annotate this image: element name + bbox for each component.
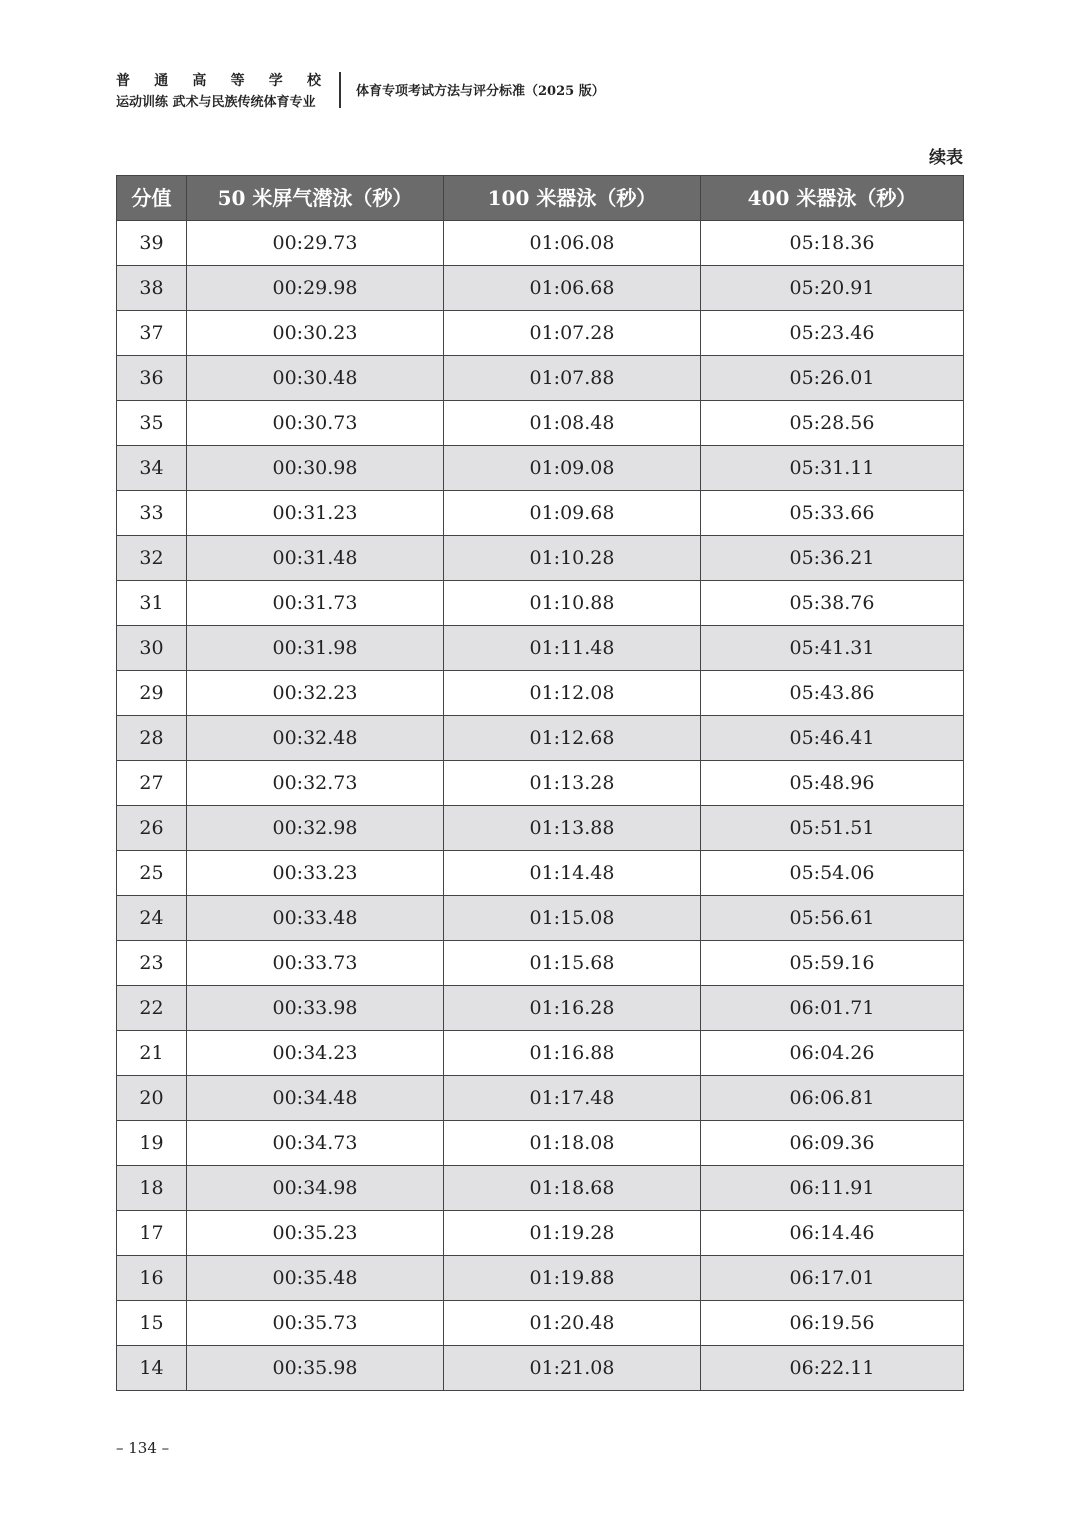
time-cell: 05:46.41 [701,716,964,761]
table-row [117,536,964,581]
time-cell: 01:08.48 [444,401,701,446]
score-cell: 34 [117,446,187,491]
time-cell: 01:06.68 [444,266,701,311]
series-char: 普 [116,73,130,89]
table-row [117,626,964,671]
score-cell: 37 [117,311,187,356]
table-row [117,986,964,1031]
score-cell: 23 [117,941,187,986]
document-title: 体育专项考试方法与评分标准（2025 版） [356,84,605,99]
series-char: 高 [192,73,207,89]
time-cell: 00:34.23 [187,1031,444,1076]
book-subtitle: 运动训练 武术与民族传统体育专业 [116,95,316,110]
time-cell: 05:41.31 [701,626,964,671]
time-cell: 05:54.06 [701,851,964,896]
time-cell: 00:31.98 [187,626,444,671]
time-cell: 05:56.61 [701,896,964,941]
table-row [117,581,964,626]
score-cell: 33 [117,491,187,536]
time-cell: 00:30.73 [187,401,444,446]
table-row [117,266,964,311]
time-cell: 05:26.01 [701,356,964,401]
time-cell: 05:23.46 [701,311,964,356]
time-cell: 01:14.48 [444,851,701,896]
time-cell: 01:20.48 [444,1301,701,1346]
score-cell: 15 [117,1301,187,1346]
time-cell: 05:28.56 [701,401,964,446]
table-row [117,1346,964,1391]
table-row [117,1256,964,1301]
time-cell: 00:33.73 [187,941,444,986]
series-char: 通 [154,73,169,89]
time-cell: 00:30.23 [187,311,444,356]
series-char: 校 [306,73,321,89]
score-cell: 21 [117,1031,187,1076]
table-row [117,1301,964,1346]
table-row [117,671,964,716]
table-row [117,1031,964,1076]
score-cell: 39 [117,221,187,266]
column-header: 50 米屏气潜泳（秒） [187,176,444,221]
time-cell: 00:35.23 [187,1211,444,1256]
time-cell: 05:36.21 [701,536,964,581]
time-cell: 01:09.68 [444,491,701,536]
time-cell: 00:32.73 [187,761,444,806]
time-cell: 06:09.36 [701,1121,964,1166]
time-cell: 01:06.08 [444,221,701,266]
time-cell: 06:11.91 [701,1166,964,1211]
time-cell: 01:10.88 [444,581,701,626]
series-title [116,72,321,90]
table-row [117,401,964,446]
time-cell: 01:15.08 [444,896,701,941]
table-row [117,851,964,896]
table-row [117,311,964,356]
time-cell: 00:32.48 [187,716,444,761]
header-divider [339,72,341,108]
score-cell: 36 [117,356,187,401]
time-cell: 00:35.73 [187,1301,444,1346]
time-cell: 01:11.48 [444,626,701,671]
time-cell: 05:59.16 [701,941,964,986]
time-cell: 01:09.08 [444,446,701,491]
table-row [117,1076,964,1121]
time-cell: 00:30.48 [187,356,444,401]
score-cell: 29 [117,671,187,716]
table-row [117,446,964,491]
table-row [117,896,964,941]
table-row [117,941,964,986]
time-cell: 01:12.08 [444,671,701,716]
time-cell: 01:10.28 [444,536,701,581]
score-cell: 28 [117,716,187,761]
score-cell: 17 [117,1211,187,1256]
table-body [117,221,964,1391]
time-cell: 00:35.98 [187,1346,444,1391]
time-cell: 00:29.73 [187,221,444,266]
time-cell: 01:21.08 [444,1346,701,1391]
time-cell: 00:29.98 [187,266,444,311]
time-cell: 01:13.28 [444,761,701,806]
column-header: 100 米器泳（秒） [444,176,701,221]
time-cell: 05:33.66 [701,491,964,536]
score-cell: 32 [117,536,187,581]
time-cell: 05:51.51 [701,806,964,851]
time-cell: 06:17.01 [701,1256,964,1301]
score-cell: 31 [117,581,187,626]
page-number: – 134 – [116,1439,170,1457]
score-cell: 14 [117,1346,187,1391]
score-cell: 20 [117,1076,187,1121]
time-cell: 00:32.23 [187,671,444,716]
time-cell: 05:43.86 [701,671,964,716]
table-row [117,806,964,851]
table-row [117,356,964,401]
time-cell: 06:06.81 [701,1076,964,1121]
score-cell: 18 [117,1166,187,1211]
table-row [117,1121,964,1166]
time-cell: 00:31.73 [187,581,444,626]
table-row [117,1211,964,1256]
time-cell: 05:31.11 [701,446,964,491]
column-header: 400 米器泳（秒） [701,176,964,221]
time-cell: 01:13.88 [444,806,701,851]
time-cell: 00:34.48 [187,1076,444,1121]
time-cell: 00:35.48 [187,1256,444,1301]
table-row [117,491,964,536]
time-cell: 00:34.98 [187,1166,444,1211]
time-cell: 01:19.28 [444,1211,701,1256]
score-cell: 25 [117,851,187,896]
time-cell: 00:32.98 [187,806,444,851]
time-cell: 00:30.98 [187,446,444,491]
table-row [117,221,964,266]
time-cell: 06:01.71 [701,986,964,1031]
score-cell: 26 [117,806,187,851]
time-cell: 00:34.73 [187,1121,444,1166]
score-cell: 30 [117,626,187,671]
score-table [116,175,964,1391]
time-cell: 05:18.36 [701,221,964,266]
time-cell: 01:15.68 [444,941,701,986]
time-cell: 06:14.46 [701,1211,964,1256]
table-row [117,716,964,761]
time-cell: 06:19.56 [701,1301,964,1346]
series-char: 等 [230,73,245,89]
time-cell: 01:18.08 [444,1121,701,1166]
running-header-left [116,72,326,113]
time-cell: 05:20.91 [701,266,964,311]
time-cell: 06:04.26 [701,1031,964,1076]
score-cell: 24 [117,896,187,941]
score-cell: 35 [117,401,187,446]
time-cell: 01:07.28 [444,311,701,356]
time-cell: 01:12.68 [444,716,701,761]
time-cell: 01:16.28 [444,986,701,1031]
time-cell: 01:16.88 [444,1031,701,1076]
time-cell: 01:19.88 [444,1256,701,1301]
series-char: 学 [268,73,283,89]
time-cell: 00:33.48 [187,896,444,941]
continued-label: 续表 [929,148,963,168]
time-cell: 06:22.11 [701,1346,964,1391]
time-cell: 05:48.96 [701,761,964,806]
time-cell: 00:31.48 [187,536,444,581]
score-cell: 27 [117,761,187,806]
time-cell: 01:07.88 [444,356,701,401]
column-header: 分值 [117,176,187,221]
score-cell: 16 [117,1256,187,1301]
time-cell: 01:18.68 [444,1166,701,1211]
time-cell: 05:38.76 [701,581,964,626]
time-cell: 00:33.98 [187,986,444,1031]
table-header-row [117,176,964,221]
score-cell: 22 [117,986,187,1031]
time-cell: 01:17.48 [444,1076,701,1121]
time-cell: 00:33.23 [187,851,444,896]
score-cell: 19 [117,1121,187,1166]
table-row [117,761,964,806]
time-cell: 00:31.23 [187,491,444,536]
table-row [117,1166,964,1211]
score-cell: 38 [117,266,187,311]
